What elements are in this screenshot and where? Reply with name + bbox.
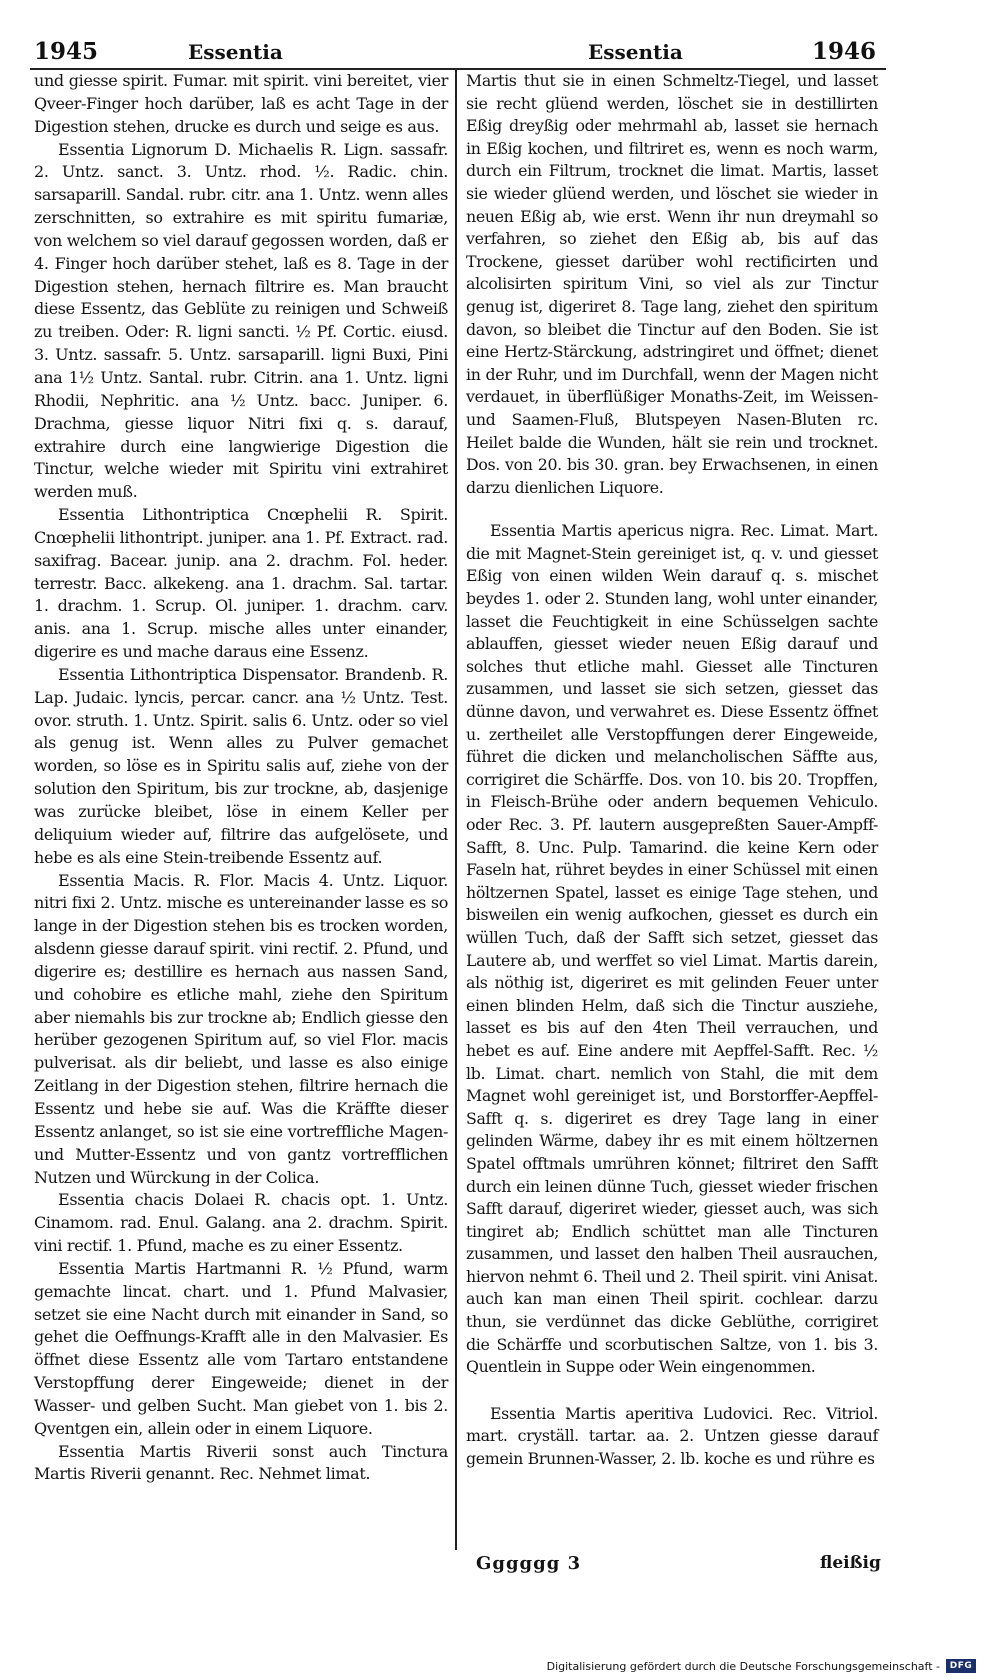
left-column (34, 70, 448, 1486)
column-divider (455, 68, 457, 1550)
left-paragraph: Essentia Lignorum D. Michaelis R. Lign. sassafr. 2. Untz. sanct. 3. Untz. rhod. ½. Radic. chin. sarsaparill. Sandal. rubr. citr. ana 1. Untz. wenn alles zerschnitten, so extrahire es mit spiritu fumariæ, von welchem so viel darauf gegossen worden, daß er 4. Finger hoch darüber stehet, laß es 8. Tage in der Digestion stehen, hernach filtrire es. Man braucht diese Essentz, das Geblüte zu reinigen und Schweiß zu treiben. Oder: R. ligni sancti. ½ Pf. Cortic. eiusd. 3. Untz. sassafr. 5. Untz. sarsaparill. ligni Buxi, Pini ana 1½ Untz. Santal. rubr. Citrin. ana 1. Untz. ligni Rhodii, Nephritic. ana ½ Untz. bacc. Juniper. 6. Drachma, giesse liquor Nitri fixi q. s. darauf, extrahire durch eine langwierige Digestion die Tinctur, welche wieder mit Spiritu vini extrahiret werden muß. (34, 139, 448, 502)
right-column (466, 70, 878, 1471)
right-paragraph: Essentia Martis apericus nigra. Rec. Limat. Mart. die mit Magnet-Stein gereiniget ist, q. v. und giesset Eßig von einen wilden Wein darauf q. s. mischet beydes 1. oder 2. Stunden lang, wohl unter einander, lasset die Feuchtigkeit in eine Schüsselgen sachte ablauffen, giesset wieder neuen Eßig darauf und solches thut etliche mahl. Giesset alle Tincturen zusammen, und lasset sie sich setzen, giesset das dünne davon, und verwahret es. Diese Essentz öffnet u. zertheilet alle Verstopffungen derer Eingeweide, führet die dicken und melancholischen Säffte aus, corrigiret die Schärffe. Dos. von 10. bis 20. Tropffen, in Fleisch-Brühe oder andern bequemen Vehiculo. oder Rec. 3. Pf. lautern ausgepreßten Sauer-Ampff-Safft, 8. Unc. Pulp. Tamarind. die keine Kern oder Faseln hat, rühret beydes in einer Schüssel mit einen höltzernen Spatel, lasset es einige Tage stehen, und bisweilen ein wenig aufkochen, giesset es durch ein wüllen Tuch, daß der Safft sich setzet, giesset das Lautere ab, und werffet so viel Limat. Martis darein, als nöthig ist, digeriret es mit gelinden Feuer unter einen blinden Helm, daß sich die Tinctur ausziehe, lasset es bis auf den 4ten Theil verrauchen, und hebet es auf. Eine andere mit Aepffel-Safft. Rec. ½ lb. Limat. chart. nemlich von Stahl, die mit dem Magnet wohl gereiniget ist, und Borstorffer-Aepffel-Safft q. s. digeriret es drey Tage lang in einer gelinden Wärme, dabey ihr es mit einem höltzernen Spatel offtmals umrühren könnet; filtriret den Safft durch ein leinen dünne Tuch, giesset wieder frischen Safft darauf, digeriret wieder, giesset auch, was sich tingiret ab; Endlich schüttet man alle Tincturen zusammen, und lasset den halben Theil ausrauchen, hiervon nehmt 6. Theil und 2. Theil spirit. vini Anisat. auch kan man einen Theil spirit. cochlear. darzu thun, sie verdünnet das dicke Geblüthe, corrigiret die Schärffe und scorbutischen Saltze, von 1. bis 3. Quentlein in Suppe oder Wein eingenommen. (466, 521, 878, 1377)
dfg-logo-icon: DFG (946, 1659, 976, 1673)
left-paragraph: Essentia Macis. R. Flor. Macis 4. Untz. Liquor. nitri fixi 2. Untz. mische es untereinander lasse es so lange in der Digestion stehen bis es trocken worden, alsdenn giesse darauf spirit. vini rectif. 2. Pfund, und digerire es; destillire es hernach aus nassen Sand, und cohobire es etliche mahl, ziehe den Spiritum aber niemahls bis zur trockne ab; Endlich giesse den herüber gezogenen Spiritum auf, so viel Flor. macis pulverisat. als dir beliebt, und lasse es also einige Zeitlang in der Digestion stehen, filtrire hernach die Essentz und hebe sie auf. Was die Kräffte dieser Essentz anlanget, so ist sie eine vortreffliche Magen- und Mutter-Essentz und von gantz vortrefflichen Nutzen und Würckung in der Colica. (34, 870, 448, 1187)
right-page-number: 1946 (812, 38, 877, 65)
right-paragraph: Essentia Martis aperitiva Ludovici. Rec. Vitriol. mart. cryställ. tartar. aa. 2. Untzen giesse darauf gemein Brunnen-Wasser, 2. lb. koche es und rühre es (466, 1403, 878, 1469)
catchword: fleißig (820, 1553, 881, 1573)
left-paragraph: Essentia Lithontriptica Dispensator. Brandenb. R. Lap. Judaic. lyncis, percar. cancr. ana ½ Untz. Test. ovor. struth. 1. Untz. Spirit. salis 6. Untz. oder so viel als genug ist. Wenn alles zu Pulver gemachet worden, so löse es in Spiritu salis auf, ziehe von der solution den Spiritum, bis zur trockne, ab, dasjenige was zurücke bleibet, löse in einem Keller per deliquium wieder auf, filtrire das aufgelösete, und hebe es als eine Stein-treibende Essentz auf. (34, 664, 448, 867)
digitization-footer (547, 1657, 976, 1675)
left-paragraph: Essentia chacis Dolaei R. chacis opt. 1. Untz. Cinamom. rad. Enul. Galang. ana 2. drachm. Spirit. vini rectif. 1. Pfund, mache es zu einer Essentz. (34, 1190, 448, 1256)
left-paragraph: Essentia Martis Hartmanni R. ½ Pfund, warm gemachte lincat. chart. und 1. Pfund Malvasier, setzet sie eine Nacht durch mit einander in Sand, so gehet die Oeffnungs-Krafft alle in den Malvasier. Es öffnet diese Essentz alle vom Tartaro entstandene Verstopffung derer Eingeweide; dienet in der Wasser- und gelben Sucht. Man giebet von 1. bis 2. Qventgen ein, allein oder in einem Liquore. (34, 1258, 448, 1438)
left-running-head: Essentia (188, 40, 283, 64)
left-paragraph: Essentia Martis Riverii sonst auch Tinctura Martis Riverii genannt. Rec. Nehmet limat. (34, 1441, 448, 1484)
signature-mark: Gggggg 3 (476, 1553, 582, 1574)
right-running-head: Essentia (588, 40, 683, 64)
left-page-number: 1945 (34, 38, 99, 65)
left-paragraph: Essentia Lithontriptica Cnœphelii R. Spirit. Cnœphelii lithontript. juniper. ana 1. Pf. Extract. rad. saxifrag. Bacear. junip. ana 2. drachm. Fol. heder. terrestr. Bacc. alkekeng. ana 1. drachm. Sal. tartar. 1. drachm. 1. Scrup. Ol. juniper. 1. drachm. carv. anis. ana 1. Scrup. mische alles unter einander, digerire es und mache daraus eine Essenz. (34, 505, 448, 662)
footer-text: Digitalisierung gefördert durch die Deutsche Forschungsgemeinschaft - (546, 1659, 940, 1673)
right-paragraph: Martis thut sie in einen Schmeltz-Tiegel, und lasset sie recht glüend werden, löschet sie in destillirten Eßig dreyßig oder mehrmahl ab, lasset sie hernach in Eßig kochen, und filtriret es, wenn es noch warm, durch ein Filtrum, trocknet die limat. Martis, lasset sie wieder glüend werden, und löschet sie wieder in neuen Eßig ab, wie erst. Wenn ihr nun dreymahl so verfahren, so ziehet den Eßig ab, bis auf das Trockene, giesset darüber wohl rectificirten und alcolisirten spiritum Vini, so viel als zur Tinctur genug ist, digeriret 8. Tage lang, ziehet den spiritum davon, so bleibet die Tinctur auf den Boden. Sie ist eine Hertz-Stärckung, adstringiret und öffnet; dienet in der Ruhr, und im Durchfall, wenn der Magen nicht verdauet, in überflüßiger Monaths-Zeit, im Weissen- und Saamen-Fluß, Blutspeyen Nasen-Bluten rc. Heilet balde die Wunden, hält sie rein und trocknet. Dos. von 20. bis 30. gran. bey Erwachsenen, in einen darzu dienlichen Liquore. (466, 71, 878, 497)
left-paragraph: und giesse spirit. Fumar. mit spirit. vini bereitet, vier Qveer-Finger hoch darüber, laß es acht Tage in der Digestion stehen, drucke es durch und seige es aus. (34, 71, 448, 136)
